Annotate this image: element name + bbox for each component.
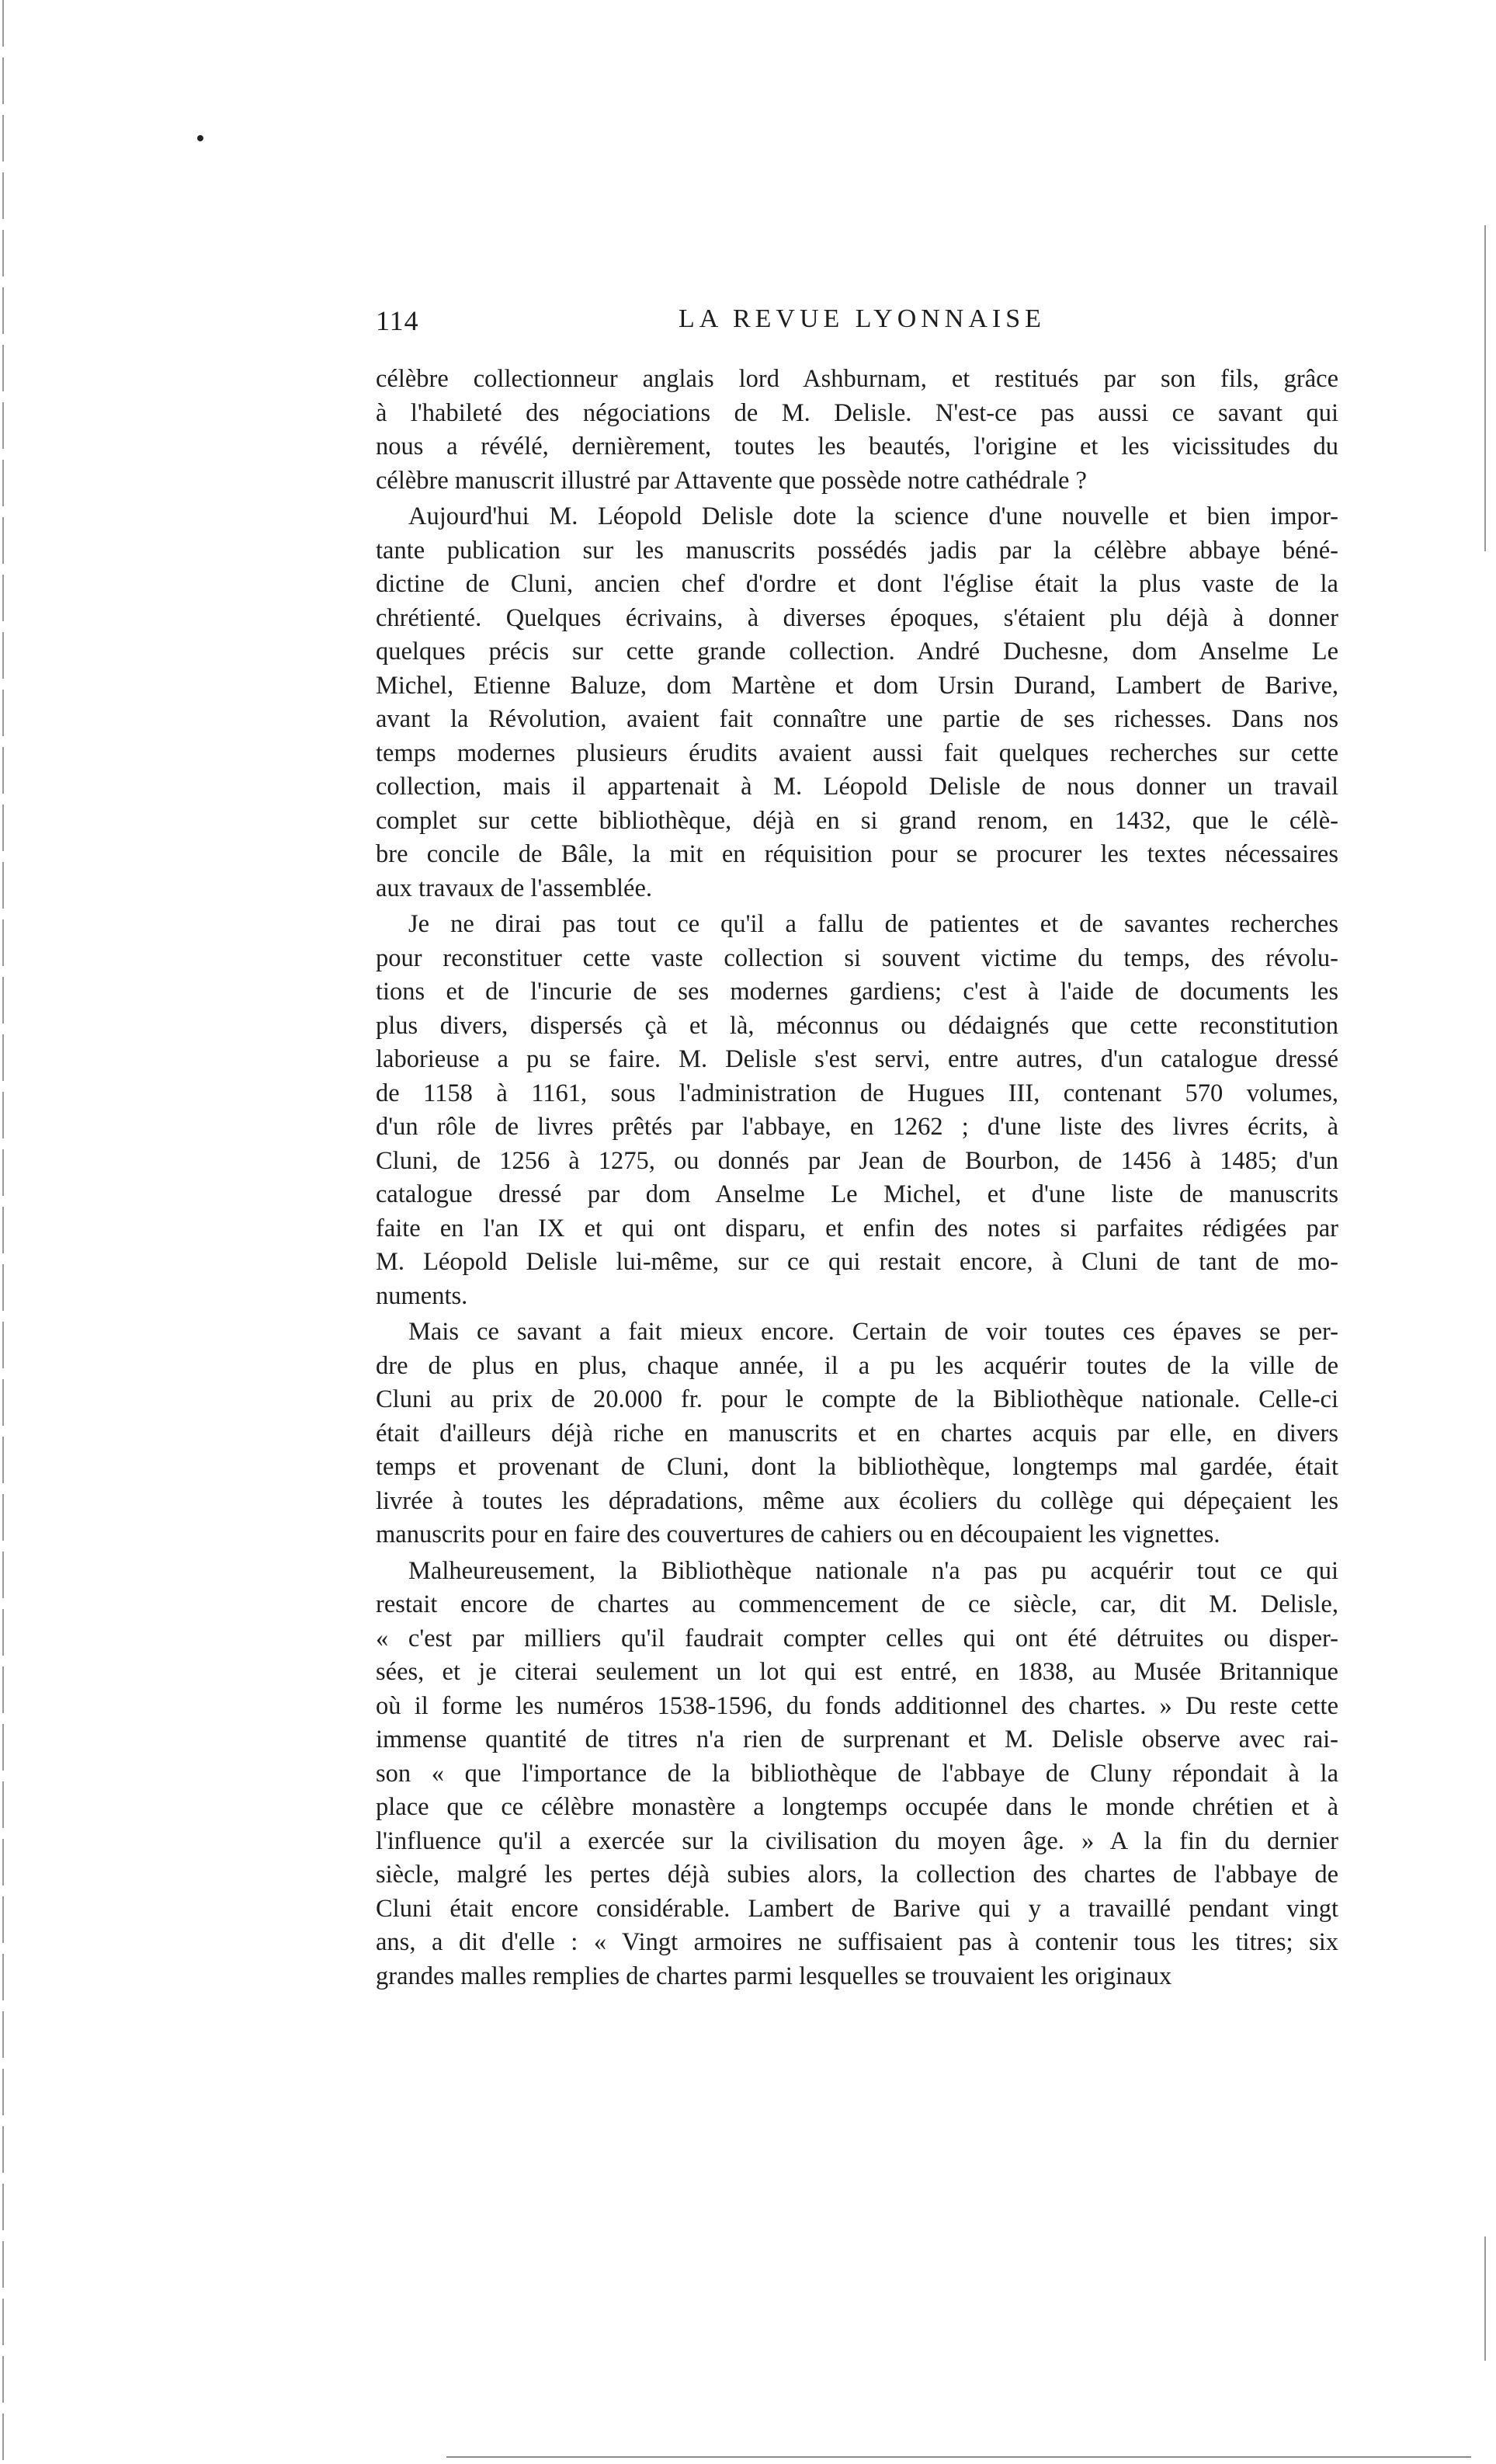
- text-line: faite en l'an IX et qui ont disparu, et enfin des notes si parfaites rédigées par: [376, 1214, 1338, 1242]
- text-line: Cluni était encore considérable. Lambert de Barive qui y a travaillé pendant vingt: [376, 1894, 1338, 1923]
- text-line: nous a révélé, dernièrement, toutes les beautés, l'origine et les vicissitudes du: [376, 433, 1338, 460]
- text-line: de 1158 à 1161, sous l'administration de Hugues III, contenant 570 volumes,: [376, 1079, 1338, 1107]
- text-line: à l'habileté des négociations de M. Delisle. N'est-ce pas aussi ce savant qui: [376, 398, 1338, 427]
- text-line: siècle, malgré les pertes déjà subies alors, la collection des chartes de l'abbaye de: [376, 1861, 1338, 1889]
- text-line: avant la Révolution, avaient fait connaître une partie de ses richesses. Dans nos: [376, 705, 1338, 733]
- scan-edge-right-lower: [1484, 2236, 1486, 2361]
- text-line: aux travaux de l'assemblée.: [376, 874, 652, 902]
- body-text: [376, 363, 1338, 1996]
- paragraph: [376, 500, 1338, 905]
- text-line: complet sur cette bibliothèque, déjà en si grand renom, en 1432, que le célè-: [376, 806, 1338, 835]
- text-line: bre concile de Bâle, la mit en réquisition pour se procurer les textes nécessaires: [376, 840, 1338, 868]
- text-line: était d'ailleurs déjà riche en manuscrits et en chartes acquis par elle, en divers: [376, 1419, 1338, 1447]
- paragraph: [376, 1555, 1338, 1994]
- text-line: Aujourd'hui M. Léopold Delisle dote la science d'une nouvelle et bien impor-: [408, 502, 1338, 530]
- text-line: numents.: [376, 1281, 468, 1310]
- text-line: temps modernes plusieurs érudits avaient aussi fait quelques recherches sur cette: [376, 739, 1338, 767]
- text-line: célèbre manuscrit illustré par Attavente que possède notre cathédrale ?: [376, 466, 1087, 495]
- text-line: immense quantité de titres n'a rien de surprenant et M. Delisle observe avec rai-: [376, 1725, 1338, 1753]
- text-line: d'un rôle de livres prêtés par l'abbaye, en 1262 ; d'une liste des livres écrits, à: [376, 1113, 1338, 1141]
- paragraph: [376, 908, 1338, 1313]
- text-line: tions et de l'incurie de ses modernes gardiens; c'est à l'aide de documents les: [376, 978, 1338, 1006]
- scan-edge-right: [1484, 225, 1486, 551]
- text-line: sées, et je citerai seulement un lot qui est entré, en 1838, au Musée Britannique: [376, 1658, 1338, 1686]
- text-line: grandes malles remplies de chartes parmi lesquelles se trouvaient les originaux: [376, 1962, 1172, 1990]
- text-line: restait encore de chartes au commencement de ce siècle, car, dit M. Delisle,: [376, 1590, 1338, 1618]
- text-line: Malheureusement, la Bibliothèque nationale n'a pas pu acquérir tout ce qui: [408, 1556, 1338, 1585]
- text-line: chrétienté. Quelques écrivains, à diverses époques, s'étaient plu déjà à donner: [376, 603, 1338, 632]
- text-line: collection, mais il appartenait à M. Léopold Delisle de nous donner un travail: [376, 773, 1338, 801]
- text-line: dictine de Cluni, ancien chef d'ordre et dont l'église était la plus vaste de la: [376, 570, 1338, 598]
- text-line: Cluni au prix de 20.000 fr. pour le compte de la Bibliothèque nationale. Celle-ci: [376, 1385, 1338, 1413]
- text-line: dre de plus en plus, chaque année, il a pu les acquérir toutes de la ville de: [376, 1351, 1338, 1380]
- text-line: « c'est par milliers qu'il faudrait compter celles qui ont été détruites ou disper-: [376, 1624, 1338, 1653]
- text-line: ans, a dit d'elle : « Vingt armoires ne suffisaient pas à contenir tous les titres; six: [376, 1928, 1338, 1956]
- text-line: Mais ce savant a fait mieux encore. Certain de voir toutes ces épaves se per-: [408, 1318, 1338, 1346]
- ink-dot: [197, 135, 203, 141]
- page-number: 114: [376, 305, 419, 336]
- text-line: tante publication sur les manuscrits possédés jadis par la célèbre abbaye béné-: [376, 536, 1338, 565]
- text-line: M. Léopold Delisle lui-même, sur ce qui restait encore, à Cluni de tant de mo-: [376, 1248, 1338, 1276]
- text-line: quelques précis sur cette grande collection. André Duchesne, dom Anselme Le: [376, 638, 1338, 666]
- scan-edge-left: [2, 0, 4, 2464]
- bottom-rule: [446, 2456, 1471, 2458]
- paragraph: [376, 363, 1338, 498]
- text-line: catalogue dressé par dom Anselme Le Michel, et d'une liste de manuscrits: [376, 1180, 1338, 1208]
- journal-title: LA REVUE LYONNAISE: [679, 304, 1046, 333]
- running-head: [376, 304, 1338, 343]
- text-line: son « que l'importance de la bibliothèque de l'abbaye de Cluny répondait à la: [376, 1759, 1338, 1788]
- text-line: manuscrits pour en faire des couvertures de cahiers ou en découpaient les vignettes.: [376, 1520, 1220, 1548]
- text-line: plus divers, dispersés çà et là, méconnus ou dédaignés que cette reconstitution: [376, 1011, 1338, 1040]
- text-line: célèbre collectionneur anglais lord Ashburnam, et restitués par son fils, grâce: [376, 365, 1338, 393]
- text-line: pour reconstituer cette vaste collection si souvent victime du temps, des révolu-: [376, 944, 1338, 972]
- paragraph: [376, 1315, 1338, 1552]
- text-line: Je ne dirai pas tout ce qu'il a fallu de patientes et de savantes recherches: [408, 910, 1338, 938]
- text-line: place que ce célèbre monastère a longtemps occupée dans le monde chrétien et à: [376, 1793, 1338, 1821]
- text-line: livrée à toutes les dépradations, même aux écoliers du collège qui dépeçaient les: [376, 1486, 1338, 1515]
- text-line: Cluni, de 1256 à 1275, ou donnés par Jean de Bourbon, de 1456 à 1485; d'un: [376, 1146, 1338, 1175]
- text-line: l'influence qu'il a exercée sur la civilisation du moyen âge. » A la fin du dernier: [376, 1826, 1338, 1855]
- text-line: temps et provenant de Cluni, dont la bibliothèque, longtemps mal gardée, était: [376, 1453, 1338, 1481]
- text-line: où il forme les numéros 1538-1596, du fonds additionnel des chartes. » Du reste cette: [376, 1691, 1338, 1720]
- text-line: laborieuse a pu se faire. M. Delisle s'est servi, entre autres, d'un catalogue dressé: [376, 1045, 1338, 1073]
- text-line: Michel, Etienne Baluze, dom Martène et dom Ursin Durand, Lambert de Barive,: [376, 671, 1338, 700]
